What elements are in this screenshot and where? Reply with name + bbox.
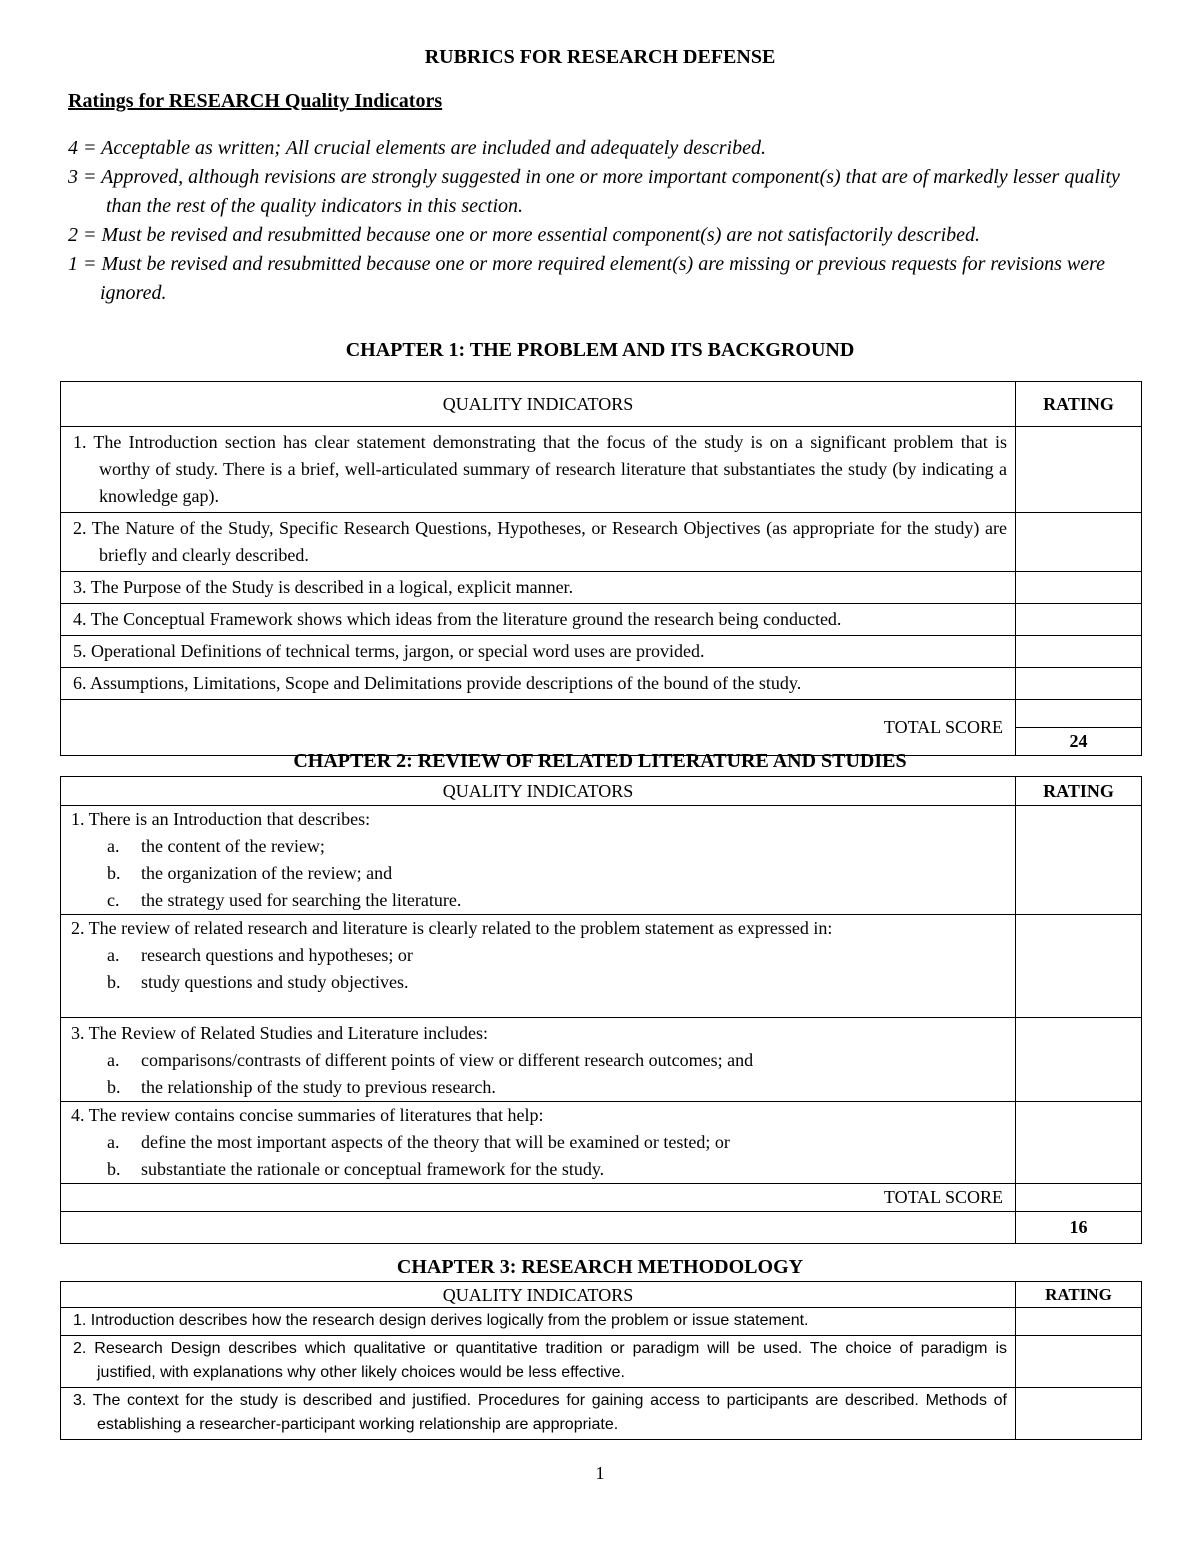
sub-item-letter: a. [107,1050,120,1070]
table-row [61,513,1142,572]
table-row [61,1388,1142,1440]
table-header-row [61,777,1142,806]
rating-cell[interactable] [1016,636,1142,668]
indicator-text: 1. There is an Introduction that describes: [71,809,371,829]
header-quality-indicators: QUALITY INDICATORS [61,382,1016,427]
header-rating: RATING [1016,1282,1142,1308]
indicator-text: 4. The review contains concise summaries of literatures that help: [71,1105,544,1125]
total-score-value: 16 [1016,1212,1142,1244]
indicator-text: 2. The Nature of the Study, Specific Research Questions, Hypotheses, or Research Objectives (as appropriate for the study) are briefly and clearly described. [61,513,1016,572]
total-row [61,700,1142,756]
total-score-value: 24 [1069,731,1088,751]
total-score-blank[interactable] [1016,700,1141,728]
sub-item-text: the organization of the review; and [141,863,393,883]
rating-cell[interactable] [1016,1018,1142,1102]
rating-cell[interactable] [1016,604,1142,636]
scale-item-4: 4 = Acceptable as written; All crucial elements are included and adequately described. [68,137,766,159]
rating-cell[interactable] [1016,1308,1142,1336]
sub-item [71,1156,1007,1183]
header-rating: RATING [1016,382,1142,427]
chapter3-title: CHAPTER 3: RESEARCH METHODOLOGY [396,1256,804,1278]
rating-cell[interactable] [1016,1102,1142,1184]
sub-item [71,1047,1007,1074]
indicator-text: 4. The Conceptual Framework shows which ideas from the literature ground the research being conducted. [61,604,1016,636]
total-value-row [61,1212,1142,1244]
rating-cell[interactable] [1016,806,1142,915]
sub-item-letter: b. [107,972,121,992]
total-score-cell [1016,700,1142,756]
indicator-text: 2. Research Design describes which qualitative or quantitative tradition or paradigm will be used. The choice of paradigm is justified, with explanations why other likely choices would be less effective. [61,1336,1016,1388]
rating-cell[interactable] [1016,1388,1142,1440]
indicator-block [61,915,1016,1018]
sub-item-letter: b. [107,863,121,883]
table-row [61,1308,1142,1336]
scale-item-1: 1 = Must be revised and resubmitted because one or more required element(s) are missing or previous requests for revisions were ignored. [68,253,1106,304]
indicator-text: 3. The context for the study is described and justified. Procedures for gaining access to participants are described. Methods of establishing a researcher-participant working relationship are appropriate. [61,1388,1016,1440]
sub-item-text: substantiate the rationale or conceptual framework for the study. [141,1159,605,1179]
rating-scale [68,134,1138,308]
indicator-text: 6. Assumptions, Limitations, Scope and Delimitations provide descriptions of the bound of the study. [61,668,1016,700]
indicator-block [61,806,1016,915]
header-rating: RATING [1016,777,1142,806]
indicator-text: 3. The Purpose of the Study is described in a logical, explicit manner. [61,572,1016,604]
scale-item-3: 3 = Approved, although revisions are strongly suggested in one or more important component(s) that are of markedly lesser quality than the rest of the quality indicators in this section. [68,166,1120,217]
indicator-text: 5. Operational Definitions of technical terms, jargon, or special word uses are provided. [61,636,1016,668]
indicator-block [61,1102,1016,1184]
chapter1-title: CHAPTER 1: THE PROBLEM AND ITS BACKGROUND [345,339,855,361]
indicator-text: 1. Introduction describes how the research design derives logically from the problem or issue statement. [61,1308,1016,1336]
total-score-label: TOTAL SCORE [61,1184,1016,1212]
indicator-block [61,1018,1016,1102]
sub-item-text: study questions and study objectives. [141,972,409,992]
table-row [61,1336,1142,1388]
table-row [61,1102,1142,1184]
total-score-label: TOTAL SCORE [61,700,1016,756]
chapter2-table [60,776,1142,1244]
sub-item [71,833,1007,860]
chapter3-table [60,1281,1142,1440]
table-header-row [61,382,1142,427]
empty-cell [61,1212,1016,1244]
table-row [61,806,1142,915]
indicator-text: 2. The review of related research and literature is clearly related to the problem statement as expressed in: [71,918,833,938]
rating-cell[interactable] [1016,668,1142,700]
sub-item-letter: b. [107,1159,121,1179]
table-row [61,636,1142,668]
table-row [61,572,1142,604]
table-row [61,668,1142,700]
sub-item-letter: b. [107,1077,121,1097]
sub-item-text: research questions and hypotheses; or [141,945,413,965]
sub-item-text: the content of the review; [141,836,325,856]
rating-cell[interactable] [1016,572,1142,604]
sub-item-text: the relationship of the study to previous research. [141,1077,496,1097]
sub-item [71,887,1007,914]
sub-item [71,860,1007,887]
sub-item-text: comparisons/contrasts of different points of view or different research outcomes; and [141,1050,754,1070]
sub-item-text: define the most important aspects of the theory that will be examined or tested; or [141,1132,730,1152]
sub-item-letter: a. [107,836,120,856]
sub-item [71,1074,1007,1101]
ratings-heading: Ratings for RESEARCH Quality Indicators [68,90,443,112]
table-row [61,604,1142,636]
page-number: 1 [595,1463,605,1483]
sub-item-letter: c. [107,890,120,910]
sub-item [71,942,1007,969]
indicator-text: 1. The Introduction section has clear statement demonstrating that the focus of the study is on a significant problem that is worthy of study. There is a brief, well-articulated summary of research literature that substantiates the study (by indicating a knowledge gap). [61,427,1016,513]
sub-item-letter: a. [107,945,120,965]
table-row [61,915,1142,1018]
scale-item-2: 2 = Must be revised and resubmitted because one or more essential component(s) are not satisfactorily described. [68,224,981,246]
sub-item [71,1129,1007,1156]
chapter1-table [60,381,1142,756]
table-header-row [61,1282,1142,1308]
rating-cell[interactable] [1016,427,1142,513]
indicator-text: 3. The Review of Related Studies and Literature includes: [71,1023,489,1043]
header-quality-indicators: QUALITY INDICATORS [61,777,1016,806]
sub-item [71,969,1007,996]
chapter2-title: CHAPTER 2: REVIEW OF RELATED LITERATURE AND STUDIES [293,750,907,772]
total-row [61,1184,1142,1212]
table-row [61,427,1142,513]
rating-cell[interactable] [1016,513,1142,572]
sub-item-text: the strategy used for searching the literature. [141,890,462,910]
table-row [61,1018,1142,1102]
header-quality-indicators: QUALITY INDICATORS [61,1282,1016,1308]
total-score-blank[interactable] [1016,1184,1142,1212]
document-title: RUBRICS FOR RESEARCH DEFENSE [424,46,776,68]
rating-cell[interactable] [1016,1336,1142,1388]
sub-item-letter: a. [107,1132,120,1152]
rating-cell[interactable] [1016,915,1142,1018]
